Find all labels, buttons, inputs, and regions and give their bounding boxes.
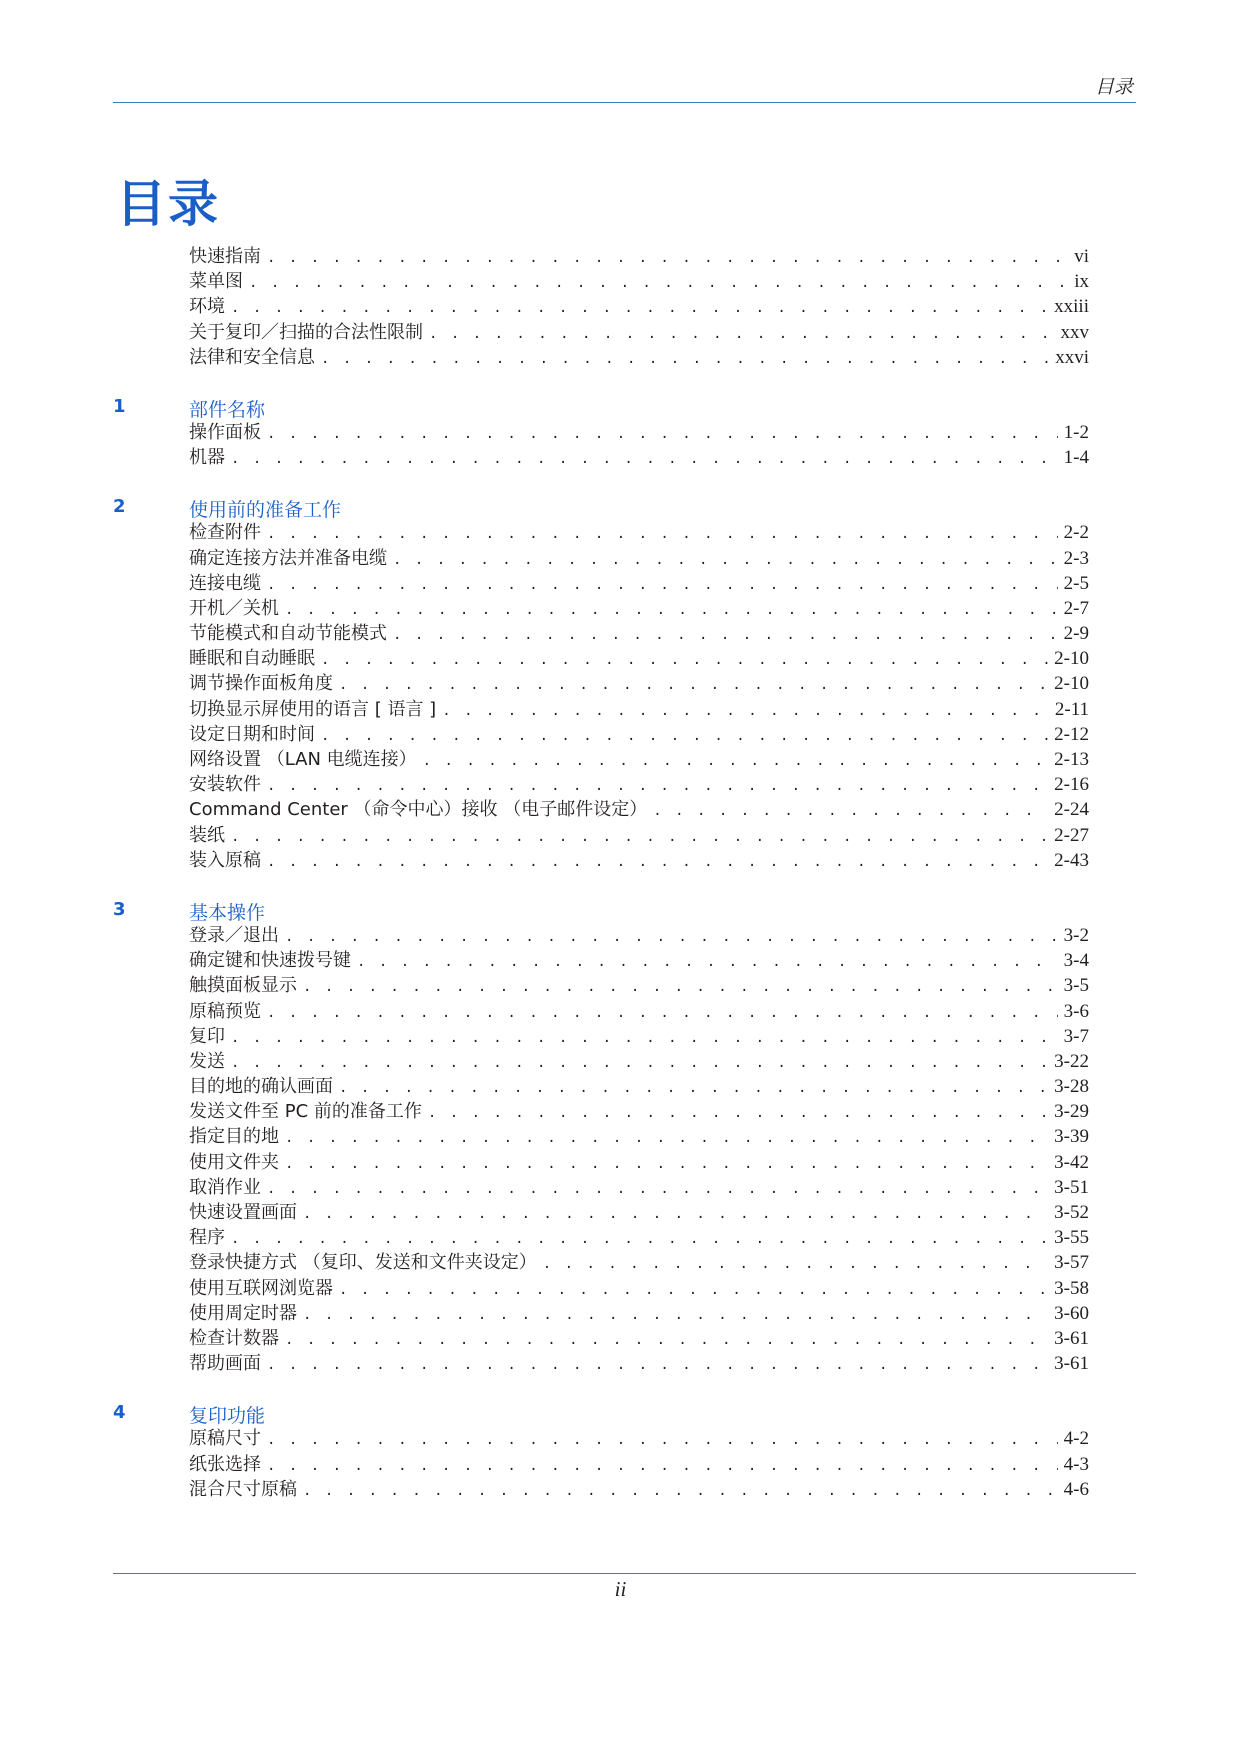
toc-entry-label: 混合尺寸原稿 [189,1478,297,1500]
toc-entry-page: 3-52 [1054,1202,1089,1223]
toc-entry-page: 2-43 [1054,849,1089,871]
toc-entry[interactable] [189,1049,1089,1074]
toc-entry-label: 指定目的地 [189,1126,279,1148]
dot-leader [231,296,1048,321]
toc-entry-page: 3-57 [1054,1252,1089,1274]
toc-entry-label: 关于复印／扫描的合法性限制 [189,321,423,343]
toc-entry-page: 3-60 [1054,1302,1089,1324]
dot-leader [321,347,1049,372]
toc-entry-page: 1-4 [1063,447,1089,469]
toc-entry-page: 3-2 [1063,924,1089,946]
toc-entry-page: 3-7 [1063,1025,1089,1047]
toc-entry[interactable] [189,797,1089,822]
toc-entry-page: 2-13 [1054,749,1089,770]
chapter-title: 复印功能 [189,1405,266,1428]
toc-entry-page: 2-16 [1054,774,1089,796]
dot-leader [303,975,1058,1000]
dot-leader [267,573,1058,598]
toc-entry[interactable] [189,1276,1089,1301]
running-header-title: 目录 [1094,76,1133,98]
toc-entry-page: 2-11 [1054,698,1089,720]
dot-leader [267,1428,1058,1453]
dot-leader [303,1479,1058,1504]
toc-entry-label: 节能模式和自动节能模式 [189,623,387,645]
toc-entry-label: 确定连接方法并准备电缆 [189,547,387,569]
chapter-title: 使用前的准备工作 [189,499,342,522]
toc-entry-page: 3-6 [1063,1000,1089,1022]
dot-leader [231,825,1048,850]
toc-entry[interactable] [189,999,1089,1024]
toc-entry-label: 设定日期和时间 [189,723,315,745]
toc-entry[interactable] [189,697,1089,722]
toc-entry-label: 调节操作面板角度 [189,673,333,695]
toc-entry-label: Command Center （命令中心）接收 （电子邮件设定） [189,799,648,821]
toc-entry[interactable] [189,646,1089,671]
toc-entry-page: 2-3 [1063,547,1089,569]
toc-entry-page: 2-7 [1063,597,1089,619]
toc-entry-page: 3-42 [1054,1151,1089,1173]
toc-entry[interactable] [189,923,1089,948]
toc-entry[interactable] [189,546,1089,571]
toc-entry-page: ix [1074,271,1089,293]
toc-entry-page: 2-12 [1054,723,1089,745]
header-rule [113,102,1136,103]
dot-leader [339,1278,1048,1303]
dot-leader [285,1152,1048,1177]
toc-entry-label: 法律和安全信息 [189,346,315,368]
dot-leader [393,548,1058,573]
front-matter-group [0,244,1241,370]
toc-entry-label: 发送 [189,1050,225,1072]
toc-entry[interactable] [189,747,1089,772]
dot-leader [321,648,1048,673]
toc-entry-label: 切换显示屏使用的语言 [ 语言 ] [189,698,437,720]
toc-entry-label: 触摸面板显示 [189,975,297,997]
toc-entry-label: 快速设置画面 [189,1202,297,1223]
toc-entry[interactable] [189,420,1089,445]
toc-entry-label: 机器 [189,447,225,469]
toc-entry-page: 3-28 [1054,1076,1089,1098]
page-title: 目录 [116,174,220,233]
dot-leader [249,271,1068,296]
toc-entry-label: 取消作业 [189,1176,261,1198]
dot-leader [231,447,1058,472]
toc-entry-label: 纸张选择 [189,1453,261,1475]
chapter-title: 基本操作 [189,901,266,924]
dot-leader [339,1076,1048,1101]
toc-entry-label: 帮助画面 [189,1353,261,1375]
dot-leader [357,950,1058,975]
toc-entry-label: 睡眠和自动睡眠 [189,648,315,670]
dot-leader [267,1454,1058,1479]
toc-entry-page: xxvi [1055,346,1089,368]
dot-leader [267,246,1068,271]
toc-entry[interactable] [189,848,1089,873]
toc-entry[interactable] [189,1477,1089,1502]
toc-entry[interactable] [189,1099,1089,1124]
toc-entry-page: 3-51 [1054,1176,1089,1198]
toc-entry-page: 2-5 [1063,572,1089,594]
dot-leader [339,673,1048,698]
toc-entry-page: 2-27 [1054,824,1089,846]
toc-entry[interactable] [189,1351,1089,1376]
chapter-heading[interactable] [0,395,1241,420]
table-of-contents [0,244,1241,1502]
chapter-group [0,1401,1241,1502]
toc-entry[interactable] [189,1175,1089,1200]
dot-leader [267,850,1048,875]
toc-entry-label: 安装软件 [189,774,261,796]
toc-entry-page: 3-55 [1054,1227,1089,1249]
toc-entry[interactable] [189,596,1089,621]
toc-entry-label: 操作面板 [189,421,261,443]
toc-entry-label: 检查附件 [189,522,261,544]
toc-entry-page: xxv [1060,321,1089,343]
toc-entry-label: 检查计数器 [189,1327,279,1349]
toc-entry[interactable] [189,1124,1089,1149]
dot-leader [543,1252,1048,1277]
toc-entry[interactable] [189,345,1089,370]
dot-leader [231,1051,1048,1076]
toc-entry-page: 3-58 [1054,1277,1089,1299]
chapter-number: 1 [113,395,126,417]
toc-entry[interactable] [189,269,1089,294]
toc-entry-page: vi [1074,246,1089,267]
dot-leader [321,724,1048,749]
chapter-title: 部件名称 [189,398,266,421]
chapter-number: 4 [113,1402,126,1424]
dot-leader [393,623,1058,648]
dot-leader [429,322,1055,347]
toc-entry-label: 发送文件至 PC 前的准备工作 [189,1101,422,1123]
dot-leader [423,749,1049,774]
toc-entry[interactable] [189,1452,1089,1477]
dot-leader [285,598,1058,623]
toc-entry-label: 装入原稿 [189,849,261,871]
toc-entry-page: 4-6 [1063,1478,1089,1500]
toc-entry-page: 2-24 [1054,799,1089,821]
toc-entry-label: 快速指南 [189,246,261,267]
toc-entry-page: xxiii [1054,296,1089,318]
toc-entry-page: 3-61 [1054,1327,1089,1349]
dot-leader [267,1177,1048,1202]
chapter-number: 3 [113,898,126,920]
toc-entry-label: 环境 [189,296,225,318]
chapter-heading[interactable] [0,495,1241,520]
dot-leader [267,522,1058,547]
toc-entry[interactable] [189,1250,1089,1275]
toc-entry-label: 原稿尺寸 [189,1428,261,1450]
dot-leader [231,1026,1058,1051]
toc-entry[interactable] [189,1326,1089,1351]
toc-entry-label: 目的地的确认画面 [189,1076,333,1098]
toc-entry[interactable] [189,1074,1089,1099]
dot-leader [303,1303,1048,1328]
toc-entry[interactable] [189,621,1089,646]
toc-entry-page: 2-9 [1063,623,1089,645]
toc-entry-label: 确定键和快速拨号键 [189,950,351,972]
toc-entry[interactable] [189,1024,1089,1049]
dot-leader [285,1328,1048,1353]
toc-entry-label: 开机／关机 [189,597,279,619]
toc-entry[interactable] [189,1200,1089,1225]
toc-entry-label: 装纸 [189,824,225,846]
toc-entry-page: 3-29 [1054,1101,1089,1123]
footer-rule [113,1573,1136,1574]
toc-entry[interactable] [189,1301,1089,1326]
toc-entry[interactable] [189,823,1089,848]
toc-entry-page: 2-10 [1054,648,1089,670]
toc-entry-label: 复印 [189,1025,225,1047]
toc-entry[interactable] [189,772,1089,797]
toc-entry-page: 2-10 [1054,673,1089,695]
toc-entry-page: 4-3 [1063,1453,1089,1475]
chapter-group [0,898,1241,1376]
toc-entry[interactable] [189,1150,1089,1175]
dot-leader [267,774,1048,799]
dot-leader [303,1202,1048,1227]
toc-entry-page: 3-4 [1063,950,1089,972]
toc-entry-page: 2-2 [1063,522,1089,544]
toc-entry[interactable] [189,671,1089,696]
toc-entry-page: 3-5 [1063,975,1089,997]
toc-entry-label: 使用周定时器 [189,1302,297,1324]
toc-entry[interactable] [189,571,1089,596]
toc-entry[interactable] [189,1426,1089,1451]
toc-entry-label: 菜单图 [189,271,243,293]
toc-entry-label: 程序 [189,1227,225,1249]
dot-leader [285,1126,1048,1151]
toc-entry[interactable] [189,722,1089,747]
dot-leader [231,1227,1048,1252]
toc-entry-page: 3-39 [1054,1126,1089,1148]
toc-entry-page: 4-2 [1063,1428,1089,1450]
dot-leader [442,699,1049,724]
dot-leader [267,1001,1058,1026]
toc-entry-label: 登录／退出 [189,924,279,946]
toc-entry-label: 连接电缆 [189,572,261,594]
toc-entry-page: 3-61 [1054,1353,1089,1375]
dot-leader [653,799,1048,824]
toc-entry[interactable] [189,948,1089,973]
chapter-group [0,395,1241,470]
chapter-list [0,395,1241,1502]
toc-entry-label: 原稿预览 [189,1000,261,1022]
toc-entry[interactable] [189,320,1089,345]
toc-entry-label: 登录快捷方式 （复印、发送和文件夹设定） [189,1252,537,1274]
toc-entry-label: 使用文件夹 [189,1151,279,1173]
dot-leader [428,1101,1048,1126]
toc-entry-page: 1-2 [1063,421,1089,443]
toc-entry[interactable] [189,973,1089,998]
chapter-heading[interactable] [0,1401,1241,1426]
toc-entry[interactable] [189,445,1089,470]
page-number: ii [614,1577,627,1601]
chapter-number: 2 [113,496,126,518]
dot-leader [285,925,1058,950]
toc-entry[interactable] [189,244,1089,269]
toc-entry-label: 使用互联网浏览器 [189,1277,333,1299]
toc-entry[interactable] [189,294,1089,319]
toc-entry[interactable] [189,520,1089,545]
toc-entry[interactable] [189,1225,1089,1250]
toc-entry-page: 3-22 [1054,1050,1089,1072]
dot-leader [267,1353,1048,1378]
dot-leader [267,422,1058,447]
chapter-heading[interactable] [0,898,1241,923]
toc-entry-label: 网络设置 （LAN 电缆连接） [189,749,417,770]
chapter-group [0,495,1241,873]
